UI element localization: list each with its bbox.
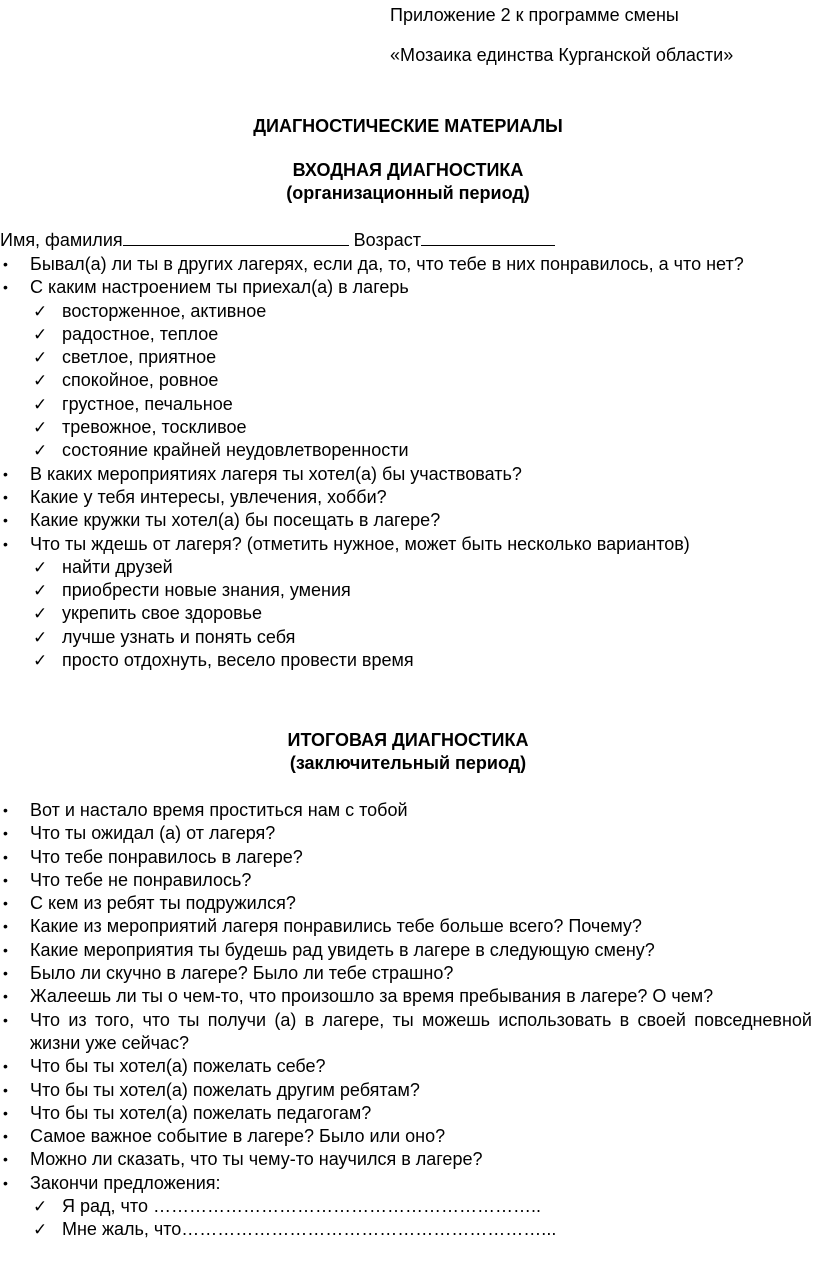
bullet-icon: •	[3, 1011, 8, 1028]
list-item: • Что ты ожидал (а) от лагеря?	[0, 822, 816, 845]
list-item: • С каким настроением ты приехал(а) в лагерь	[0, 276, 816, 299]
list-item: • Вот и настало время проститься нам с тобой	[0, 799, 816, 822]
checkmark-icon: ✓	[33, 348, 48, 368]
bullet-icon: •	[3, 802, 8, 818]
bullet-icon: •	[3, 918, 8, 935]
expectation-option: ✓ найти друзей	[0, 556, 816, 579]
list-item: • С кем из ребят ты подружился?	[0, 892, 816, 915]
appendix-line-2: «Мозаика единства Курганской области»	[390, 45, 734, 65]
name-label: Имя, фамилия	[0, 230, 123, 250]
checkmark-icon: ✓	[33, 324, 48, 344]
bullet-icon: •	[3, 279, 8, 296]
expectation-option: ✓ укрепить свое здоровье	[0, 602, 816, 625]
list-item: • Какие кружки ты хотел(а) бы посещать в лагере?	[0, 509, 816, 532]
bullet-icon: •	[3, 941, 8, 958]
bullet-icon: •	[3, 1081, 8, 1098]
list-item: • Какие мероприятия ты будешь рад увидеть в лагере в следующую смену?	[0, 939, 816, 962]
bullet-icon: •	[3, 488, 8, 505]
document-title: ДИАГНОСТИЧЕСКИЕ МАТЕРИАЛЫ	[253, 116, 563, 136]
list-item: • Было ли скучно в лагере? Было ли тебе страшно?	[0, 962, 816, 985]
bullet-icon: •	[3, 848, 8, 865]
bullet-icon: •	[3, 535, 8, 552]
checkmark-icon: ✓	[33, 557, 48, 577]
bullet-icon: •	[3, 512, 8, 529]
list-item: • Что бы ты хотел(а) пожелать себе?	[0, 1055, 816, 1078]
bullet-icon: •	[3, 1151, 8, 1168]
mood-option: ✓ грустное, печальное	[0, 393, 816, 416]
checkmark-icon: ✓	[33, 604, 48, 624]
list-item: • Что из того, что ты получи (а) в лагере, ты можешь использовать в своей повседневной жизни уже сейчас?	[3, 1009, 812, 1053]
final-diagnostics-heading: ИТОГОВАЯ ДИАГНОСТИКА	[287, 730, 529, 750]
appendix-line-1: Приложение 2 к программе смены	[390, 5, 679, 25]
mood-option: ✓ радостное, теплое	[0, 323, 816, 346]
mood-option: ✓ светлое, приятное	[0, 346, 816, 369]
bullet-icon: •	[3, 871, 8, 888]
expectation-option: ✓ просто отдохнуть, весело провести время	[0, 649, 816, 672]
checkmark-icon: ✓	[33, 581, 48, 601]
list-item: • Какие из мероприятий лагеря понравились тебе больше всего? Почему?	[0, 915, 816, 938]
checkmark-icon: ✓	[33, 418, 48, 438]
checkmark-icon: ✓	[33, 1220, 48, 1240]
checkmark-icon: ✓	[33, 651, 48, 671]
list-item: • Что тебе понравилось в лагере?	[0, 846, 816, 869]
list-item: • Можно ли сказать, что ты чему-то научился в лагере?	[0, 1148, 816, 1171]
mood-option: ✓ восторженное, активное	[0, 300, 816, 323]
sentence-completion: ✓ Я рад, что ………………………………………………………..	[0, 1195, 816, 1218]
age-label: Возраст	[353, 230, 421, 250]
mood-option: ✓ тревожное, тоскливое	[0, 416, 816, 439]
entry-diagnostics-heading: ВХОДНАЯ ДИАГНОСТИКА	[292, 160, 524, 180]
list-item: • Что тебе не понравилось?	[0, 869, 816, 892]
sentence-completion: ✓ Мне жаль, что……………………………………………………...	[0, 1218, 816, 1241]
checkmark-icon: ✓	[33, 627, 48, 647]
bullet-icon: •	[3, 1174, 8, 1191]
list-item: • Самое важное событие в лагере? Было или оно?	[0, 1125, 816, 1148]
bullet-icon: •	[3, 465, 8, 482]
bullet-icon: •	[3, 1058, 8, 1075]
bullet-icon: •	[3, 256, 8, 272]
list-item: • Бывал(а) ли ты в других лагерях, если да, то, что тебе в них понравилось, а что нет?	[0, 253, 816, 276]
final-questions-list	[0, 799, 816, 1242]
entry-diagnostics-subheading: (организационный период)	[286, 183, 530, 203]
checkmark-icon: ✓	[33, 394, 48, 414]
checkmark-icon: ✓	[33, 301, 48, 321]
list-item: • Какие у тебя интересы, увлечения, хобби?	[0, 486, 816, 509]
name-blank-line	[123, 230, 349, 246]
entry-questions-list	[0, 253, 816, 672]
checkmark-icon: ✓	[33, 1197, 48, 1217]
expectation-option: ✓ приобрести новые знания, умения	[0, 579, 816, 602]
list-item: • В каких мероприятиях лагеря ты хотел(а) бы участвовать?	[0, 463, 816, 486]
final-diagnostics-subheading: (заключительный период)	[289, 753, 527, 773]
list-item: • Жалеешь ли ты о чем-то, что произошло за время пребывания в лагере? О чем?	[0, 985, 816, 1008]
list-item: • Закончи предложения:	[0, 1172, 816, 1195]
bullet-icon: •	[3, 1104, 8, 1121]
age-blank-line	[421, 230, 555, 246]
mood-option: ✓ состояние крайней неудовлетворенности	[0, 439, 816, 462]
bullet-icon: •	[3, 895, 8, 912]
bullet-icon: •	[3, 965, 8, 982]
list-item: • Что бы ты хотел(а) пожелать другим ребятам?	[0, 1079, 816, 1102]
name-age-row	[0, 229, 555, 251]
checkmark-icon: ✓	[33, 371, 48, 391]
bullet-icon: •	[3, 825, 8, 842]
mood-option: ✓ спокойное, ровное	[0, 369, 816, 392]
checkmark-icon: ✓	[33, 441, 48, 461]
bullet-icon: •	[3, 1128, 8, 1145]
list-item: • Что бы ты хотел(а) пожелать педагогам?	[0, 1102, 816, 1125]
list-item: • Что ты ждешь от лагеря? (отметить нужное, может быть несколько вариантов)	[0, 533, 816, 556]
expectation-option: ✓ лучше узнать и понять себя	[0, 626, 816, 649]
bullet-icon: •	[3, 988, 8, 1005]
